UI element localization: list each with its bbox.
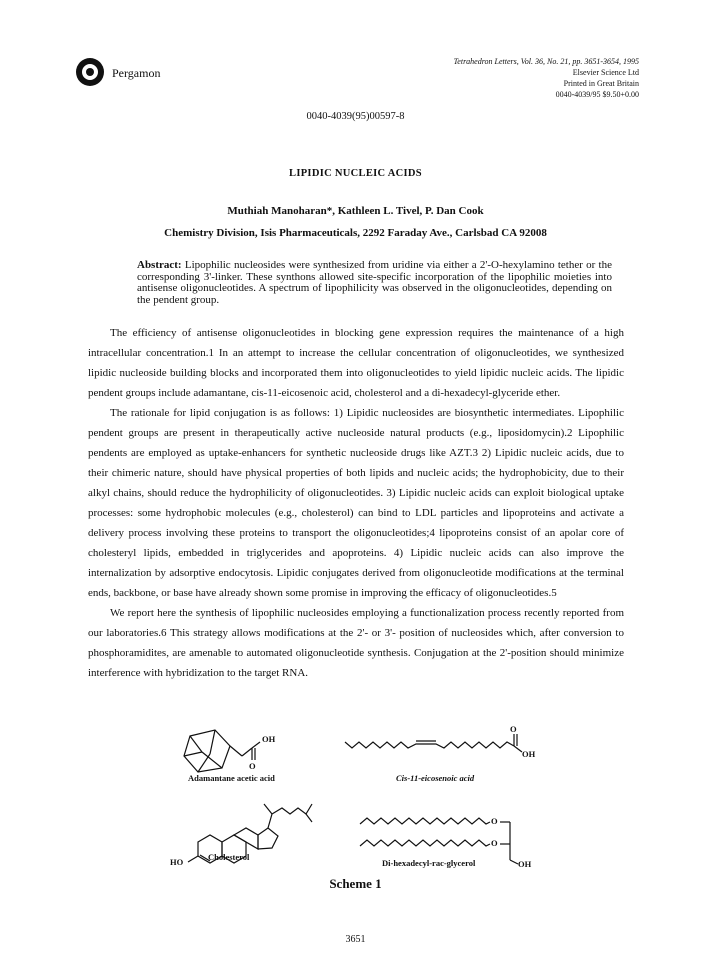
journal-line: Tetrahedron Letters, Vol. 36, No. 21, pp. 3651-3654, 1995 — [453, 57, 639, 66]
journal-line: 0040-4039/95 $9.50+0.00 — [555, 90, 639, 99]
publisher-name: Pergamon — [112, 66, 161, 80]
journal-line: Printed in Great Britain — [563, 79, 639, 88]
atom-label: O — [249, 761, 256, 771]
scheme-figure — [160, 724, 560, 874]
abstract-text: Lipophilic nucleosides were synthesized from uridine via either a 2'-O-hexylamino tether or the corresponding 3'-linker. These synthons allowed site-specific incorporation of the lipophilic moieties into antisense oligonucleotides. A spectrum of lipophilicity was observed in the oligonucleotides, depending on the pendent group. — [137, 259, 612, 306]
atom-label: O — [510, 724, 517, 734]
atom-label: OH — [262, 734, 276, 744]
paragraph: The efficiency of antisense oligonucleotides in blocking gene expression requires the maintenance of a high intracellular concentration.1 In an attempt to increase the cellular concentration of oligonucleotides, we synthesized lipidic nucleoside building blocks and incorporated them into oligonucleotides to yield lipidic nucleic acids. The lipidic pendent groups include adamantane, cis-11-eicosenoic acid, cholesterol and a di-hexadecyl-glyceride ether. — [88, 327, 624, 399]
doi: 0040-4039(95)00597-8 — [306, 111, 405, 122]
compound-name: Cis-11-eicosenoic acid — [396, 773, 475, 783]
compound-name: Cholesterol — [208, 852, 250, 862]
abstract-label: Abstract: — [137, 259, 182, 271]
publisher-logo-icon — [76, 58, 104, 86]
cholesterol-structure — [188, 804, 312, 863]
scheme-caption: Scheme 1 — [329, 876, 382, 891]
journal-citation — [454, 56, 639, 100]
page-number: 3651 — [345, 934, 366, 945]
journal-line: Elsevier Science Ltd — [572, 68, 639, 77]
compound-name: Adamantane acetic acid — [188, 773, 275, 783]
compound-name: Di-hexadecyl-rac-glycerol — [382, 858, 476, 868]
atom-label: HO — [170, 857, 184, 867]
atom-label: OH — [518, 859, 532, 869]
affiliation: Chemistry Division, Isis Pharmaceuticals, 2292 Faraday Ave., Carlsbad CA 92008 — [164, 227, 547, 239]
authors: Muthiah Manoharan*, Kathleen L. Tivel, P. Dan Cook — [227, 205, 484, 217]
paragraph: The rationale for lipid conjugation is as follows: 1) Lipidic nucleosides are biosynthetic intermediates. Lipophilic pendent groups are present in therapeutically active nucleoside natural products (e.g., liposidomycin).2 Lipophilic pendents are employed as uptake-enhancers for synthetic nucleoside drugs like AZT.3 2) Lipidic nucleic acids, due to their chimeric nature, should have physical properties of both lipids and nucleic acids; the hydrophobicity, due to their alkyl chains, should reduce the hydrophilicity of oligonucleotides. 3) Lipidic nucleic acids can exploit biological uptake processes: some hydrophobic molecules (e.g., cholesterol) can bind to LDL particles and lipoproteins and activate a delivery process involving these proteins to transport the oligonucleotides;4 lipoproteins consist of an apolar core of cholesteryl lipids, embedded in triglycerides and apoproteins. 4) Lipidic nucleic acids can also improve the internalization by adsorptive endocytosis. Lipidic conjugates derived from oligonucleotide modifications at the terminal ends, backbone, or base have already shown some promise in improving the efficacy of oligonucleotides.5 — [88, 407, 624, 599]
atom-label: OH — [522, 749, 536, 759]
atom-label: O — [491, 838, 498, 848]
article-title: LIPIDIC NUCLEIC ACIDS — [289, 168, 422, 179]
eicosenoic-chain — [345, 742, 514, 748]
abstract — [137, 260, 612, 306]
body-text — [88, 323, 624, 683]
paragraph: We report here the synthesis of lipophilic nucleosides employing a functionalization process recently reported from our laboratories.6 This strategy allows modifications at the 2'- or 3'- position of nucleosides which, after conversion to phosphoramidites, are amenable to automated oligonucleotide synthesis. Conjugation at the 2'-position should minimize interference with hybridization to the target RNA. — [88, 607, 624, 679]
atom-label: O — [491, 816, 498, 826]
